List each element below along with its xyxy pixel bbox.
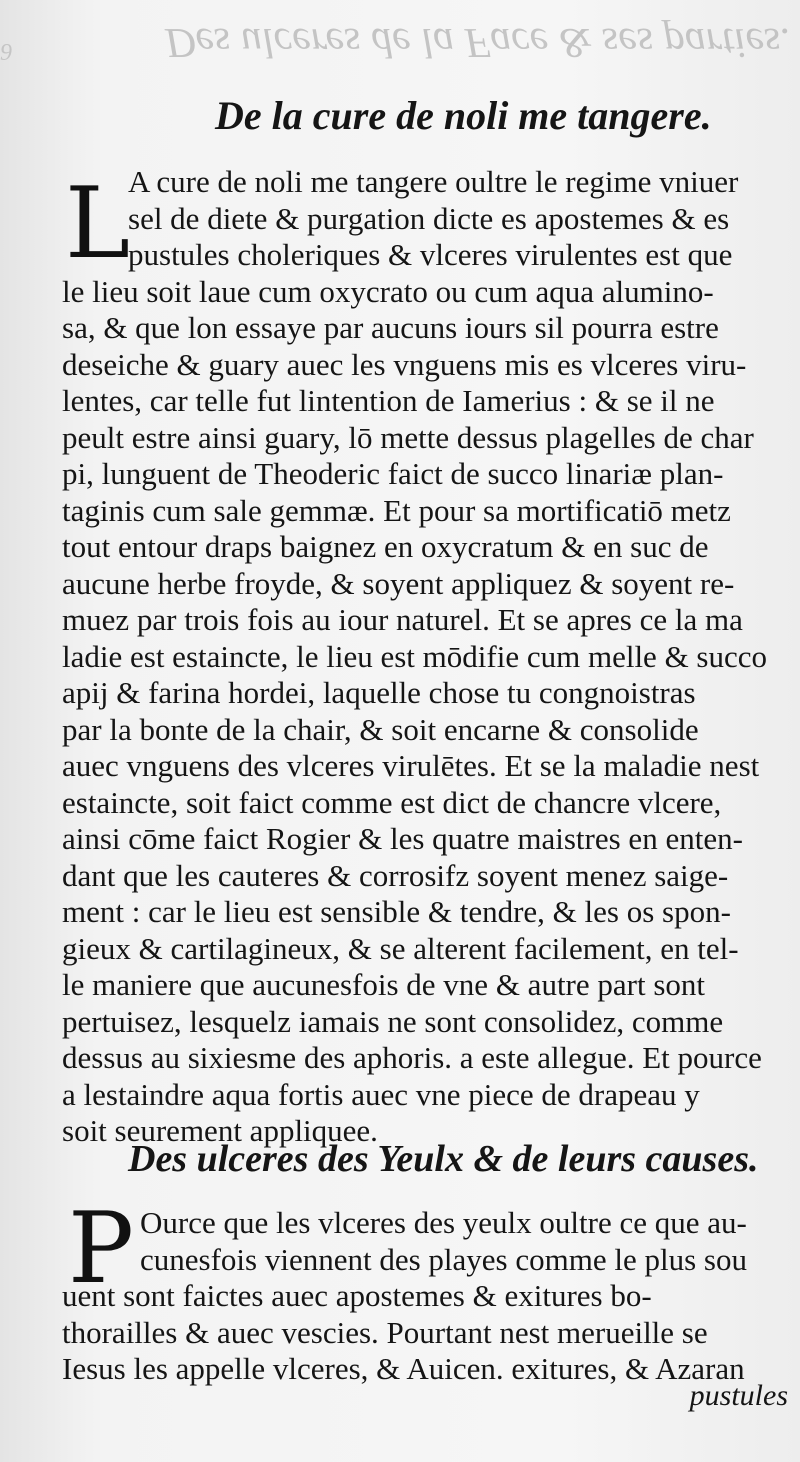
text-line: gieux & cartilagineux, & se alterent facilement, en tel- [62,930,739,966]
text-line: par la bonte de la chair, & soit encarne & consolide [62,711,699,747]
drop-capital: L [65,167,131,281]
text-line: pustules choleriques & vlceres virulentes est que [128,237,733,272]
text-line: thorailles & auec vescies. Pourtant nest merueille se [62,1314,708,1350]
text-line: deseiche & guary auec les vnguens mis es vlceres viru- [62,346,747,382]
text-line: sel de diete & purgation dicte es apostemes & es [128,200,730,236]
text-line: Iesus les appelle vlceres, & Auicen. exitures, & Azaran [62,1351,745,1386]
section-title: De la cure de noli me tangere. [215,93,712,138]
text-line: pertuisez, lesquelz iamais ne sont consolidez, comme [62,1003,724,1039]
text-line: apij & farina hordei, laquelle chose tu congnoistras [62,675,696,710]
text-line: Ource que les vlceres des yeulx oultre ce que au- [140,1205,747,1240]
text-line: le lieu soit laue cum oxycrato ou cum aqua alumino- [62,273,714,309]
text-line: ainsi cōme faict Rogier & les quatre maistres en enten- [62,821,743,856]
text-line: taginis cum sale gemmæ. Et pour sa mortificatiō metz [62,492,731,528]
text-line: uent sont faictes auec apostemes & exitures bo- [62,1278,652,1313]
drop-capital: P [68,1192,134,1306]
text-line: dessus au sixiesme des aphoris. a este allegue. Et pource [62,1040,762,1075]
text-line: cunesfois viennent des playes comme le plus sou [140,1241,747,1277]
bleed-through-mark: 9 [0,40,12,66]
text-line: soit seurement appliquee. [62,1113,378,1148]
text-line: A cure de noli me tangere oultre le regime vniuer [128,164,739,199]
text-line: aucune herbe froyde, & soyent appliquez & soyent re- [62,565,735,601]
text-line: dant que les cauteres & corrosifz soyent menez saige- [62,857,729,893]
text-line: lentes, car telle fut lintention de Iamerius : & se il ne [62,383,715,418]
text-line: ment : car le lieu est sensible & tendre, & les os spon- [62,894,731,929]
text-line: a lestaindre aqua fortis auec vne piece de drapeau y [62,1076,700,1112]
text-line: sa, & que lon essaye par aucuns iours sil pourra estre [62,310,719,345]
section-body [62,164,798,1150]
text-line: tout entour draps baignez en oxycratum & en suc de [62,529,709,564]
text-line: muez par trois fois au iour naturel. Et se apres ce la ma [62,602,743,637]
section-body [62,1205,798,1388]
section-title: Des ulceres des Yeulx & de leurs causes. [128,1138,759,1180]
bleed-through-running-head: Des ulceres de la Face & ses parties. [165,19,791,65]
text-line: peult estre ainsi guary, lō mette dessus plagelles de char [62,419,754,455]
text-line: pi, lunguent de Theoderic faict de succo linariæ plan- [62,456,724,491]
text-line: ladie est estaincte, le lieu est mōdifie cum melle & succo [62,638,768,674]
text-line: auec vnguens des vlceres virulētes. Et se la maladie nest [62,748,760,783]
text-line: estaincte, soit faict comme est dict de chancre vlcere, [62,784,722,820]
catchword: pustules [689,1379,788,1412]
text-line: le maniere que aucunesfois de vne & autre part sont [62,967,706,1002]
